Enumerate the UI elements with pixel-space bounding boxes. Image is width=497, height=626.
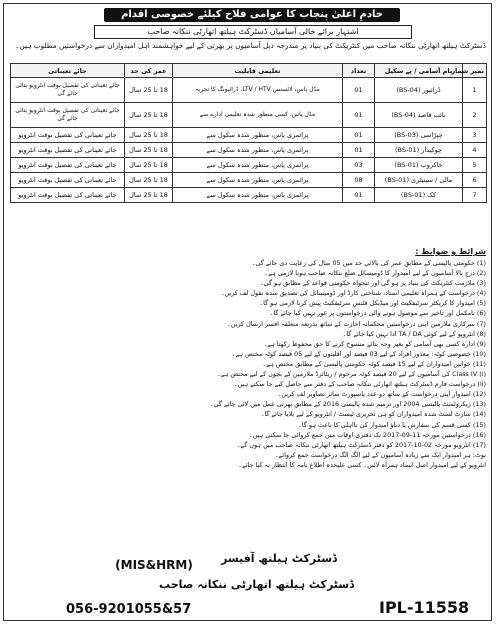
cell-qualification: پرائمری پاس، منظور شدہ سکول سے: [173, 173, 343, 188]
cell-place: جائے تعیناتی کی تفصیل بوقت انٹرویو: [11, 143, 125, 158]
cell-post: خاکروب (BS-01): [375, 158, 463, 173]
col-header-qualification: تعلیمی قابلیت: [173, 64, 343, 78]
cell-place: جائے تعیناتی کی تفصیل بوقت انٹرویو بتائی جائے گی: [11, 103, 125, 128]
cell-qualification: مڈل پاس، لائسنس LTV / HTV، ڈرائیونگ کا تجربہ: [173, 78, 343, 103]
cell-place: جائے تعیناتی کی تفصیل بوقت انٹرویو بتائی جائے گی: [11, 78, 125, 103]
cell-count: 03: [343, 158, 375, 173]
term-item: (3) ملازمت کنٹریکٹ کی بنیاد پر ہو گی اور تنخواہ حکومتی قواعد کے مطابق ہو گی۔: [259, 279, 486, 288]
cell-post: چپڑاسی (BS-03): [375, 128, 463, 143]
cell-place: جائے تعیناتی کی تفصیل بوقت انٹرویو: [11, 173, 125, 188]
term-item: (9) ادارہ کسی بھی آسامی کو بغیر وجہ بتائے منسوخ کرنے کا حق محفوظ رکھتا ہے۔: [263, 339, 486, 348]
cell-count: 01: [343, 128, 375, 143]
cell-no: 2: [463, 103, 487, 128]
table-row: [11, 103, 487, 128]
term-item: (5) امیدوار کا کریکٹر سرٹیفکیٹ اور میڈیکل فٹنس سرٹیفکیٹ پیش کرنا لازمی ہو گا۔: [259, 299, 486, 308]
term-item: انٹرویو کے لیے امیدوار اصل اسناد ہمراہ لائیں۔ کسی علیحدہ اطلاع نامہ کا انتظار نہ کیا جائے۔: [238, 460, 486, 469]
cell-age: 18 تا 25 سال: [125, 128, 173, 143]
col-header-place: جائے تعیناتی: [11, 64, 125, 78]
term-item: (4) درخواست کے ہمراہ تعلیمی اسناد، شناختی کارڈ اور ڈومیسائل کی تصدیق شدہ نقول لف کریں۔: [220, 289, 486, 298]
cell-qualification: مڈل پاس، کسی منظور شدہ تعلیمی ادارے سے: [173, 103, 343, 128]
jobs-table-body: [11, 78, 487, 203]
table-row: [11, 128, 487, 143]
cell-count: 01: [343, 103, 375, 128]
cell-age: 18 تا 25 سال: [125, 143, 173, 158]
cell-qualification: پرائمری پاس، منظور شدہ سکول سے: [173, 143, 343, 158]
cell-age: 18 تا 25 سال: [125, 103, 173, 128]
table-header-row: [11, 64, 487, 78]
cell-no: 5: [463, 158, 487, 173]
jobs-table: [10, 63, 487, 203]
table-row: [11, 78, 487, 103]
term-item: (i) Class IV کی آسامیوں کے لیے 20 فیصد کوٹہ مرحوم / ریٹائرڈ ملازمین کے بچوں کے لیے مختص ہے۔: [217, 370, 486, 379]
cell-no: 4: [463, 143, 487, 158]
subtitle-box: اشتہار برائے خالی آسامیاں ڈسٹرکٹ ہیلتھ اتھارٹی ننکانہ صاحب: [94, 25, 412, 39]
term-item: (13) ریکروٹمنٹ پالیسی 2004 اور ترمیم شدہ پالیسی 2016 کے مطابق بھرتی عمل میں لائی جائے گی۔: [209, 400, 486, 409]
cell-place: جائے تعیناتی کی تفصیل بوقت انٹرویو: [11, 188, 125, 203]
term-item: (17) انٹرویو مورخہ 02-10-2017 کو دفتر ڈسٹرکٹ ہیلتھ اتھارٹی ننکانہ صاحب میں ہوں گے۔: [236, 440, 486, 449]
cell-count: 01: [343, 78, 375, 103]
term-item: (1) حکومتی پالیسی کے مطابق عمر کی بالائی حد میں 05 سال کی رعایت دی جائے گی۔: [251, 259, 486, 267]
cell-count: 08: [343, 173, 375, 188]
term-item: (14) شارٹ لسٹ شدہ امیدواران کو ہی تحریری ٹیسٹ / انٹرویو کے لیے بلایا جائے گا۔: [260, 410, 486, 419]
table-row: [11, 188, 487, 203]
advertisement-page: [3, 3, 492, 621]
term-item: (11) خواتین امیدواران کے لیے 15 فیصد کوٹہ حکومتی پالیسی کے مطابق مختص ہے۔: [262, 359, 486, 368]
term-item: نوٹ: ہر امیدوار ایک سے زیادہ آسامیوں کے لیے الگ الگ درخواست جمع کروائے۔: [274, 450, 486, 459]
authority-name: ڈسٹرکٹ ہیلتھ اتھارٹی ننکانہ صاحب: [159, 578, 354, 591]
cell-post: مالی / سینیٹری (BS-01): [375, 173, 463, 188]
cell-count: 01: [343, 143, 375, 158]
cell-age: 18 تا 25 سال: [125, 158, 173, 173]
intro-text: ڈسٹرکٹ ہیلتھ اتھارٹی ننکانہ صاحب میں کنٹریکٹ کی بنیاد پر مندرجہ ذیل آسامیوں پر بھرتی کے لیے خواہشمند اہل امیدواران سے درخواستیں مطلوب ہیں۔: [15, 41, 486, 50]
term-item: (8) انٹرویو کے لیے کوئی TA / DA ادا نہیں کیا جائے گا۔: [342, 329, 486, 338]
col-header-count: تعداد: [343, 64, 375, 78]
cell-count: 01: [343, 188, 375, 203]
cell-qualification: پرائمری پاس، منظور شدہ سکول سے: [173, 128, 343, 143]
table-row: [11, 158, 487, 173]
term-item: (16) درخواستیں مورخہ 11-09-2017 تک دفتری اوقات میں جمع کروائی جا سکتی ہیں۔: [248, 430, 486, 439]
ipl-number: IPL-11558: [379, 598, 470, 617]
table-row: [11, 173, 487, 188]
cell-age: 18 تا 25 سال: [125, 173, 173, 188]
term-item: (15) کسی قسم کی سفارش یا دباؤ امیدوار کی نااہلی کا باعث ہو گا۔: [298, 420, 486, 429]
term-item: (2) درج بالا آسامیوں کے لیے امیدوار کا ڈومیسائل ضلع ننکانہ صاحب ہونا لازمی ہے۔: [264, 269, 486, 278]
headline-banner: خادمِ اعلیٰ پنجاب کا عوامی فلاح کیلئے خصوصی اقدام: [104, 8, 400, 22]
cell-place: جائے تعیناتی کی تفصیل بوقت انٹرویو: [11, 158, 125, 173]
officer-title: ڈسٹرکٹ ہیلتھ آفیسر: [221, 552, 337, 565]
col-header-no: نمبر شمار: [463, 64, 487, 78]
term-item: (ii) درخواست فارم ڈسٹرکٹ ہیلتھ اتھارٹی ننکانہ صاحب کے دفتر سے حاصل کیے جا سکتے ہیں۔: [233, 380, 486, 389]
cell-no: 1: [463, 78, 487, 103]
terms-title: شرائط و ضوابط :: [415, 247, 486, 256]
officer-department: (MIS&HRM): [115, 558, 193, 572]
cell-no: 7: [463, 188, 487, 203]
cell-qualification: پرائمری پاس، منظور شدہ سکول سے: [173, 158, 343, 173]
phone-number: 056-9201055&57: [66, 602, 192, 617]
cell-qualification: پرائمری پاس، منظور شدہ سکول سے: [173, 188, 343, 203]
col-header-age: عمر کی حد: [125, 64, 173, 78]
table-row: [11, 143, 487, 158]
terms-list: [10, 258, 486, 470]
cell-place: جائے تعیناتی کی تفصیل بوقت انٹرویو: [11, 128, 125, 143]
term-item: (10) خصوصی کوٹہ: معذور افراد کے لیے 03 فیصد اور اقلیتوں کے لیے 05 فیصد کوٹہ مختص ہے۔: [231, 349, 486, 358]
cell-post: ڈرائیور (BS-04): [375, 78, 463, 103]
col-header-post: نام آسامی / پے سکیل: [375, 64, 463, 78]
term-item: (12) امیدوار اپنی درخواست کے ساتھ دو عدد پاسپورٹ سائز تصاویر لف کریں۔: [277, 390, 486, 399]
cell-no: 6: [463, 173, 487, 188]
cell-post: نائب قاصد (BS-04): [375, 103, 463, 128]
cell-age: 18 تا 25 سال: [125, 78, 173, 103]
cell-age: 18 تا 25 سال: [125, 188, 173, 203]
term-item: (7) سرکاری ملازمین اپنی درخواستیں محکمانہ اجازت کے ساتھ بذریعہ متعلقہ افسر ارسال کریں۔: [227, 319, 486, 328]
cell-post: کک (BS-01): [375, 188, 463, 203]
cell-no: 3: [463, 128, 487, 143]
cell-post: چوکیدار (BS-01): [375, 143, 463, 158]
term-item: (6) نامکمل اور تاخیر سے موصول ہونے والی درخواستوں پر غور نہیں کیا جائے گا۔: [269, 309, 486, 318]
